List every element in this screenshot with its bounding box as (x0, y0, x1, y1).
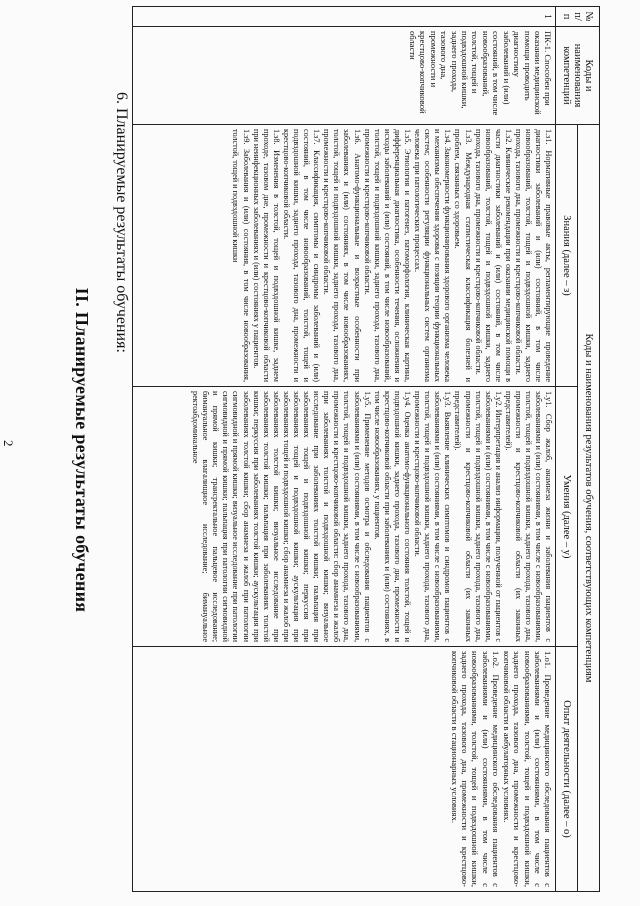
knowledge-item: 1.з7. Классификация, симптомы и синдромы заболеваний и (или) состояний, в том числе новообразований, толстой, тощей и подвздошной кишки, заднего прохода, тазового дна, промежности и крестцово-копчиковой области. (281, 129, 322, 382)
header-skills: Умения (далее – у) (556, 387, 578, 647)
knowledge-item: 1.з4. Закономерности функционирования здорового организма человека и механизмы обеспечения здоровья с позиции теории функциональных систем; особенности регуляции функциональных систем организма человека при патологических процессах. (413, 129, 453, 382)
skill-item: 1.у2. Интерпретация и анализ информации, полученной от пациентов с заболеваниями и (или) состояниями, в том числе с новообразованиями, толстой, тощей и подвздошной кишки, заднего прохода, тазового дна, промежности и крестцово-копчиковой области (их законных представителей). (453, 391, 503, 642)
knowledge-item: 1.з1. Нормативные правовые акты, регламентирующие проведение диагностики заболеваний и (или) состояний, в том числе новообразований, толстой, тощей и подвздошной кишки, заднего прохода, тазового дна, промежности и крестцово-копчиковой области. (514, 129, 554, 382)
header-num: № п/п (556, 7, 600, 27)
knowledge-item: 1.з8. Изменения в толстой, тощей и подвздошной кишке, заднем проходе, тазовом дне, промежности и крестцово-копчиковой области при неинфекционных заболеваниях и (или) состояниях у пациентов. (251, 129, 281, 382)
section-title: II. Планируемые результаты обучения (72, 287, 92, 613)
skills-cell (133, 387, 556, 647)
skill-item: 1.у5. Применение методов осмотра и обследования пациентов с заболеваниями и (или) состояниями, в том числе с новообразованиями, толстой, тощей и подвздошной кишки, заднего прохода, тазового дна, промежности и крестцово-копчиковой области: сбор анамнеза и жалоб при заболеваниях толстой и подвздошной кишки; визуальное исследование при заболеваниях толстой кишки; пальпация при заболеваниях тощей и подвздошной кишки; перкуссия при заболеваниях тощей и подвздошной кишки; аускультация при заболеваниях тощей и подвздошной кишки; сбор анамнеза и жалоб при заболеваниях толстой кишки; визуальное исследование при заболеваниях толстой кишки; пальпация при заболеваниях толстой кишки; перкуссия при заболеваниях толстой кишки; аускультация при заболеваниях толстой кишки; сбор анамнеза и жалоб при патологии сигмовидной и прямой кишки; визуальное исследование при патологии сигмовидной и прямой кишки; пальпация при патологии сигмовидной и прямой кишки; трансректальное пальцевое исследование; бимануальное влагалищное исследование; бимануальное ректоабдоминальное (191, 391, 372, 642)
header-codes: Коды и наименования компетенций (556, 27, 600, 125)
skill-item: 1.у3. Выявление клинических симптомов и синдромов пациентов с заболеваниями и (или) состояниями, в том числе с новообразованиями, толстой, тощей и подвздошной кишки, заднего прохода, тазового дна, промежности и крестцово-копчиковой области. (413, 391, 453, 642)
skill-item: 1.у1. Сбор жалоб, анамнеза жизни и заболевания пациентов с заболеваниями и (или) состояниями, в том числе с новообразованиями, толстой, тощей и подвздошной кишки, заднего прохода, тазового дна, промежности и крестцово-копчиковой области (их законных представителей). (503, 391, 554, 642)
header-group: Коды и наименования результатов обучения, соответствующих компетенциям (578, 125, 600, 892)
table-row (133, 7, 556, 892)
knowledge-item: 1.з9. Заболевания и (или) состояния, в том числе новообразования, толстой, тощей и подвздошной кишки (231, 129, 251, 382)
header-knowledge: Знания (далее – з) (556, 125, 578, 387)
knowledge-item: 1.з3. Международная статистическая классификация болезней и проблем, связанных со здоровьем. (453, 129, 473, 382)
subtitle: 6. Планируемые результаты обучения: (113, 92, 130, 353)
experience-item: 1.о2. Проведение медицинского обследования пациентов с заболеваниями и (или) состояниями, в том числе с новообразованиями, толстой, тощей и подвздошной кишки, заднего прохода, тазового дна, промежности и крестцово-копчиковой области в стационарных условиях. (449, 651, 502, 887)
knowledge-item: 1.з6. Анатомо-функциональные и возрастные особенности при заболеваниях и (или) состояниях, в том числе новообразованиях, толстой, тощей и подвздошной кишки, заднего прохода, тазового дна, промежности и крестцово-копчиковой области. (322, 129, 362, 382)
knowledge-item: 1.з2. Клинические рекомендации при оказании медицинской помощи в части диагностики заболеваний и (или) состояний, в том числе новообразований, толстой, тощей и подвздошной кишки, заднего прохода, тазового дна, промежности и крестцово-копчиковой области. (473, 129, 513, 382)
knowledge-item: 1.з5. Этиология и патогенез, патоморфология, клиническая картина, дифференциальная диагностика, особенности течения, осложнения и исходы заболеваний и (или) состояний, в том числе новообразований, толстой, тощей и подвздошной кишки, заднего прохода, тазового дна, промежности и крестцово-копчиковой области. (362, 129, 413, 382)
skill-item: 1.у4. Оценка анатомо-функционального состояния толстой, тощей и подвздошной кишки, заднего прохода, тазового дна, промежности и крестцово-копчиковой области при заболеваниях и (или) состояниях, в том числе новообразованиях, у пациентов. (372, 391, 413, 642)
header-row (578, 7, 600, 892)
subheader-row (556, 7, 578, 892)
outcomes-table (132, 6, 600, 892)
experience-cell (133, 647, 556, 892)
experience-item: 1.о1. Проведение медицинского обследования пациентов с заболеваниями и (или) состояниями, в том числе с новообразованиями, толстой, тощей и подвздошной кишки, заднего прохода, тазового дна, промежности и крестцово-копчиковой области в амбулаторных условиях. (501, 651, 554, 887)
knowledge-cell (133, 125, 556, 387)
row-number: 1 (133, 7, 556, 27)
header-experience: Опыт деятельности (далее – о) (556, 647, 578, 892)
competence-cell: ПК-1. Способен при оказании медицинской помощи проводить диагностику заболеваний и (или) состояний, в том числе новообразований, толстой, тощей и подвздошной кишки, заднего прохода, тазового дна, промежности и крестцово-копчиковой области (133, 27, 556, 125)
page-number: 2 (1, 440, 16, 447)
